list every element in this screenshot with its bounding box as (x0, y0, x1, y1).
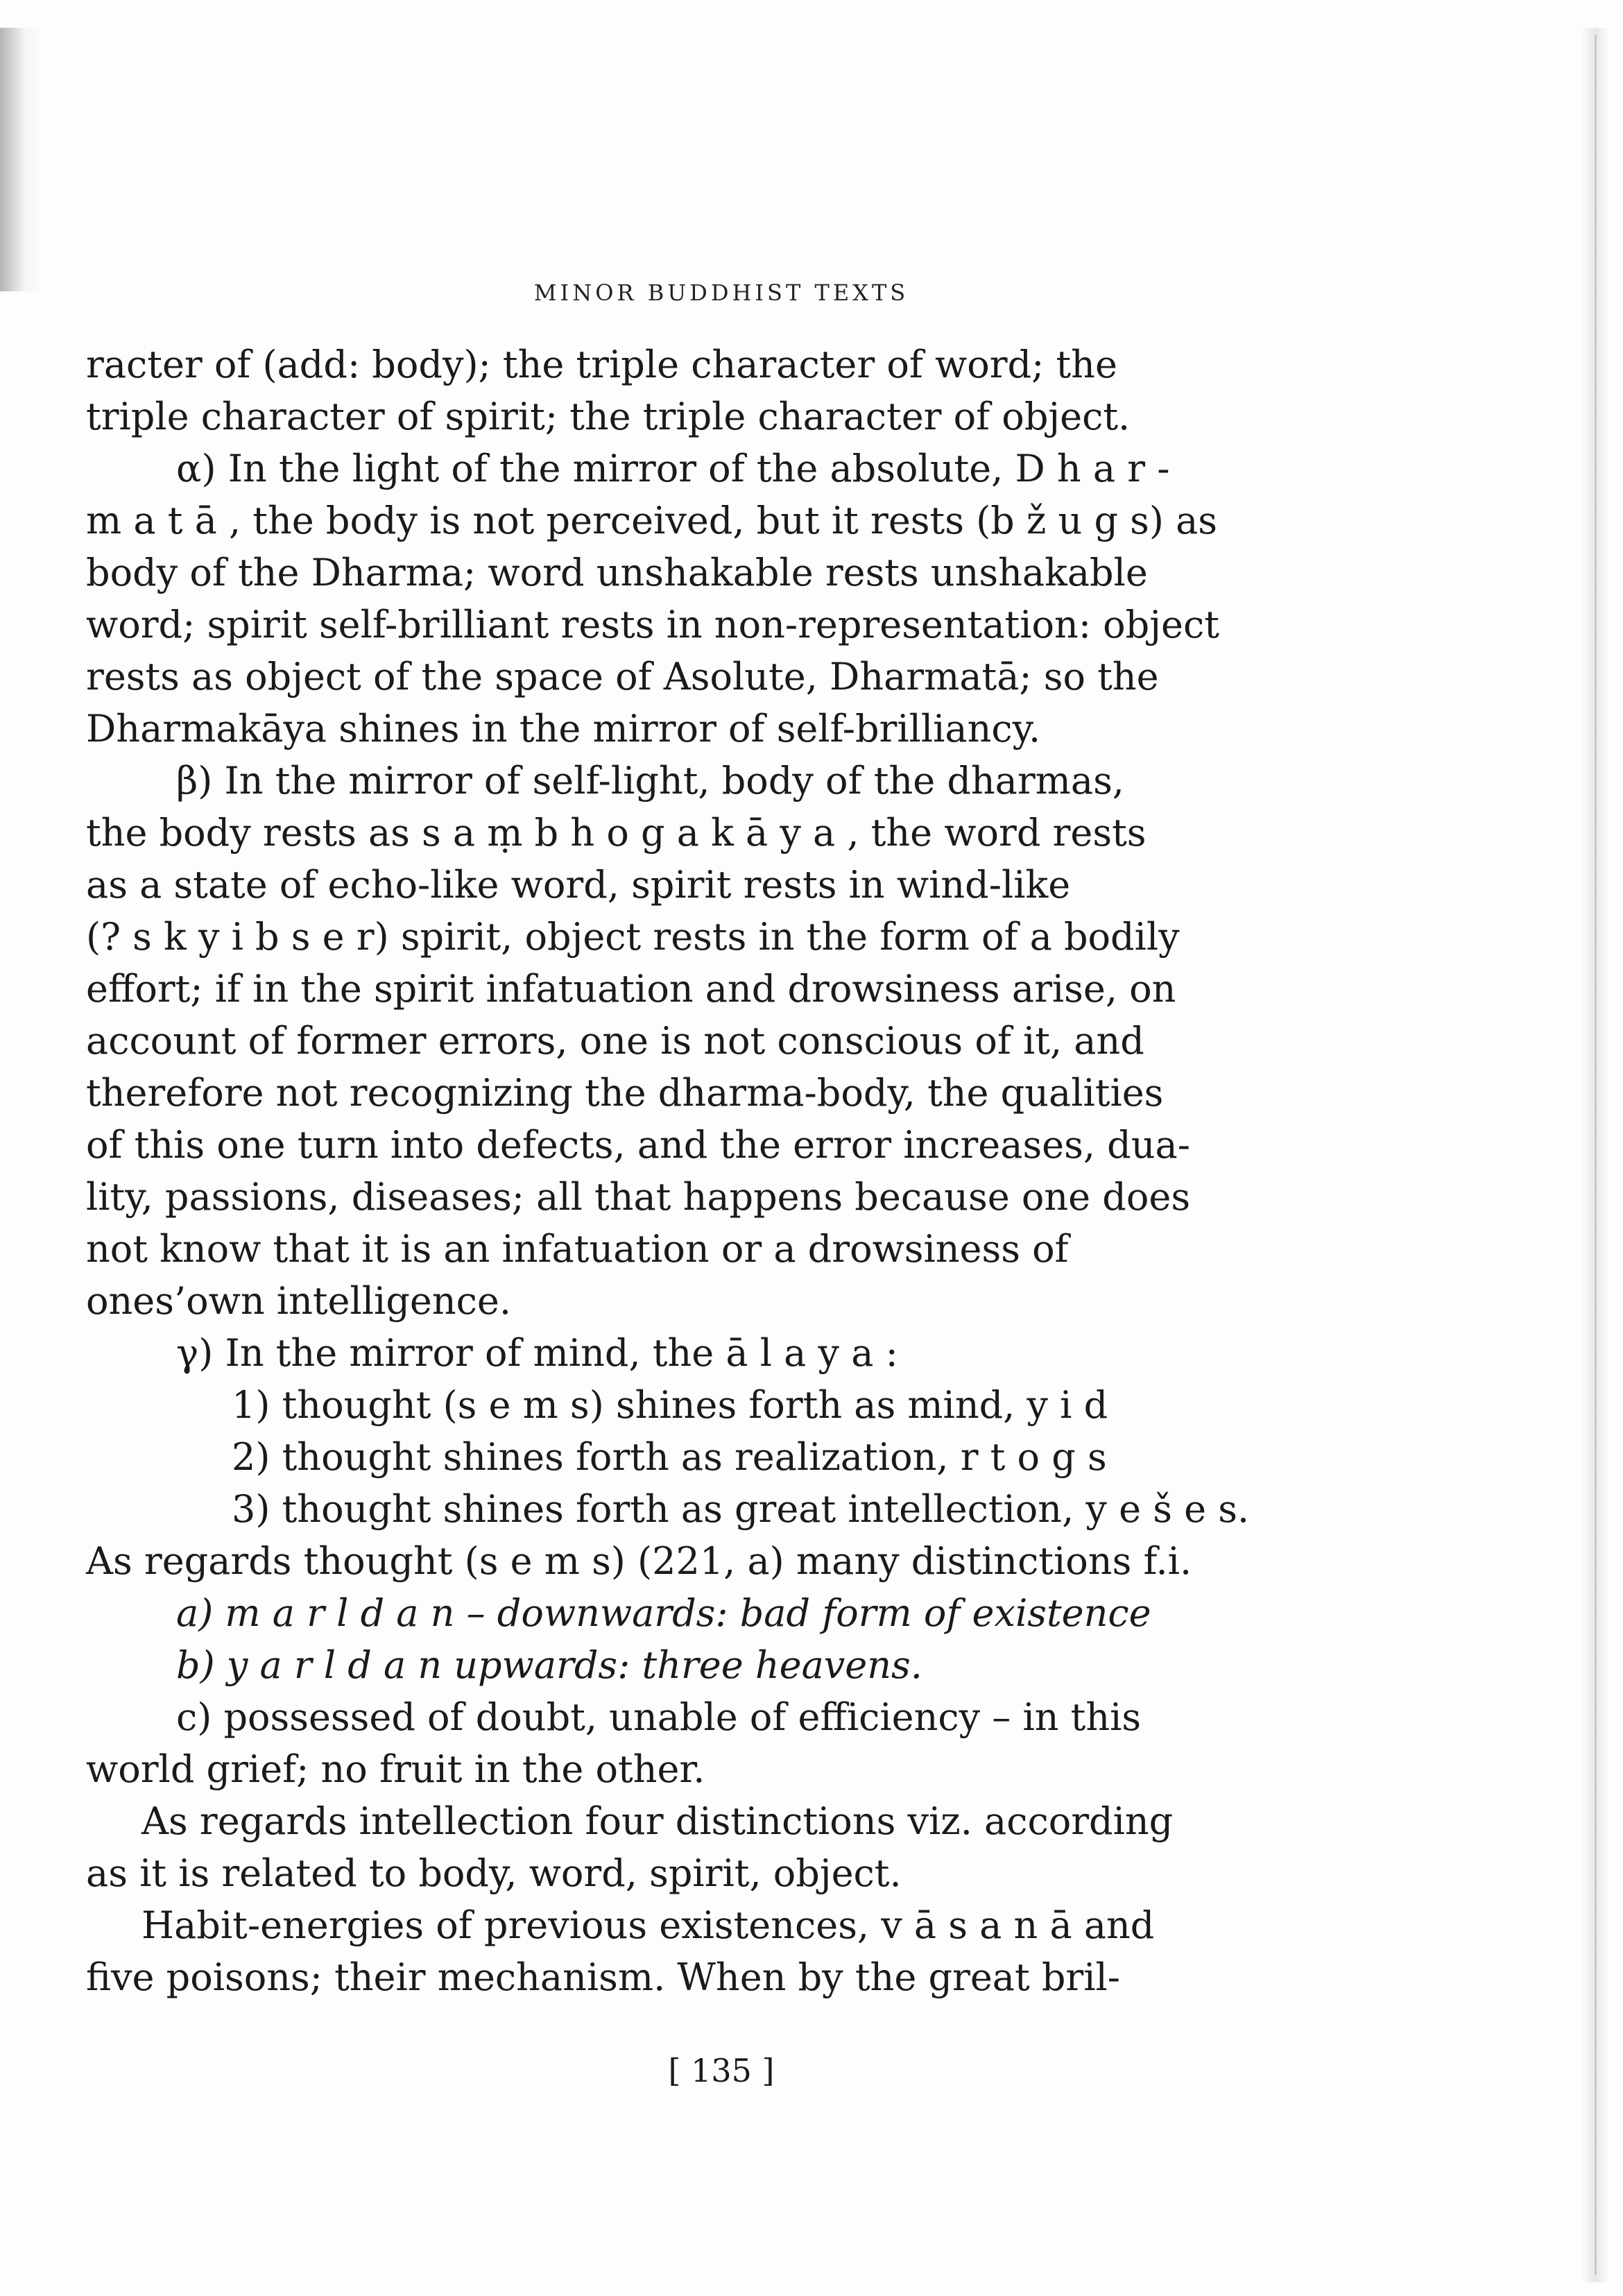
text-line: triple character of spirit; the triple character of object. (86, 395, 1131, 438)
text-line: world grief; no fruit in the other. (86, 1747, 705, 1791)
text-line: m a t ā , the body is not perceived, but it rests (b ž u g s) as (86, 499, 1218, 542)
text-line: account of former errors, one is not conscious of it, and (86, 1019, 1144, 1063)
text-line: (? s k y i b s e r) spirit, object rests in the form of a bodily (86, 915, 1180, 959)
text-line: of this one turn into defects, and the error increases, dua- (86, 1123, 1190, 1167)
page-number: [ 135 ] (668, 2052, 775, 2089)
text-line: β) In the mirror of self-light, body of the dharmas, (176, 759, 1124, 803)
scan-shadow-left (0, 28, 42, 291)
text-line: ones’own intelligence. (86, 1279, 511, 1323)
body-text (86, 339, 1265, 2003)
text-line: c) possessed of doubt, unable of efficiency – in this (176, 1695, 1142, 1739)
text-line: As regards thought (s e m s) (221, a) many distinctions f.i. (86, 1539, 1192, 1583)
text-line: Habit-energies of previous existences, v ā s a n ā and (141, 1903, 1155, 1947)
text-line: rests as object of the space of Asolute, Dharmatā; so the (86, 655, 1159, 699)
text-line: effort; if in the spirit infatuation and drowsiness arise, on (86, 967, 1176, 1011)
scan-gutter-line (1595, 35, 1597, 2275)
text-line: 1) thought (s e m s) shines forth as mind, y i d (232, 1383, 1108, 1427)
text-line: γ) In the mirror of mind, the ā l a y a : (176, 1331, 898, 1375)
text-line: body of the Dharma; word unshakable rests unshakable (86, 551, 1148, 594)
text-line: α) In the light of the mirror of the absolute, D h a r - (176, 447, 1170, 490)
text-line: lity, passions, diseases; all that happens because one does (86, 1175, 1191, 1219)
text-line: five poisons; their mechanism. When by the great bril- (86, 1955, 1121, 1999)
text-line: racter of (add: body); the triple character of word; the (86, 343, 1117, 386)
text-line: as a state of echo-like word, spirit rests in wind-like (86, 863, 1071, 907)
running-head: MINOR BUDDHIST TEXTS (533, 280, 909, 306)
text-line: a) m a r l d a n – downwards: bad form of existence (176, 1591, 1151, 1635)
text-line: As regards intellection four distinctions viz. according (141, 1799, 1174, 1843)
text-line: 3) thought shines forth as great intellection, y e š e s. (232, 1487, 1250, 1531)
text-line: Dharmakāya shines in the mirror of self-brilliancy. (86, 707, 1041, 751)
text-line: the body rests as s a ṃ b h o g a k ā y a , the word rests (86, 811, 1147, 855)
text-line: as it is related to body, word, spirit, object. (86, 1851, 902, 1895)
text-line: 2) thought shines forth as realization, r t o g s (232, 1435, 1107, 1479)
text-line: not know that it is an infatuation or a drowsiness of (86, 1227, 1069, 1271)
text-line: therefore not recognizing the dharma-body, the qualities (86, 1071, 1164, 1115)
text-line: b) y a r l d a n upwards: three heavens. (176, 1643, 922, 1687)
text-line: word; spirit self-brilliant rests in non-representation: object (86, 603, 1219, 646)
